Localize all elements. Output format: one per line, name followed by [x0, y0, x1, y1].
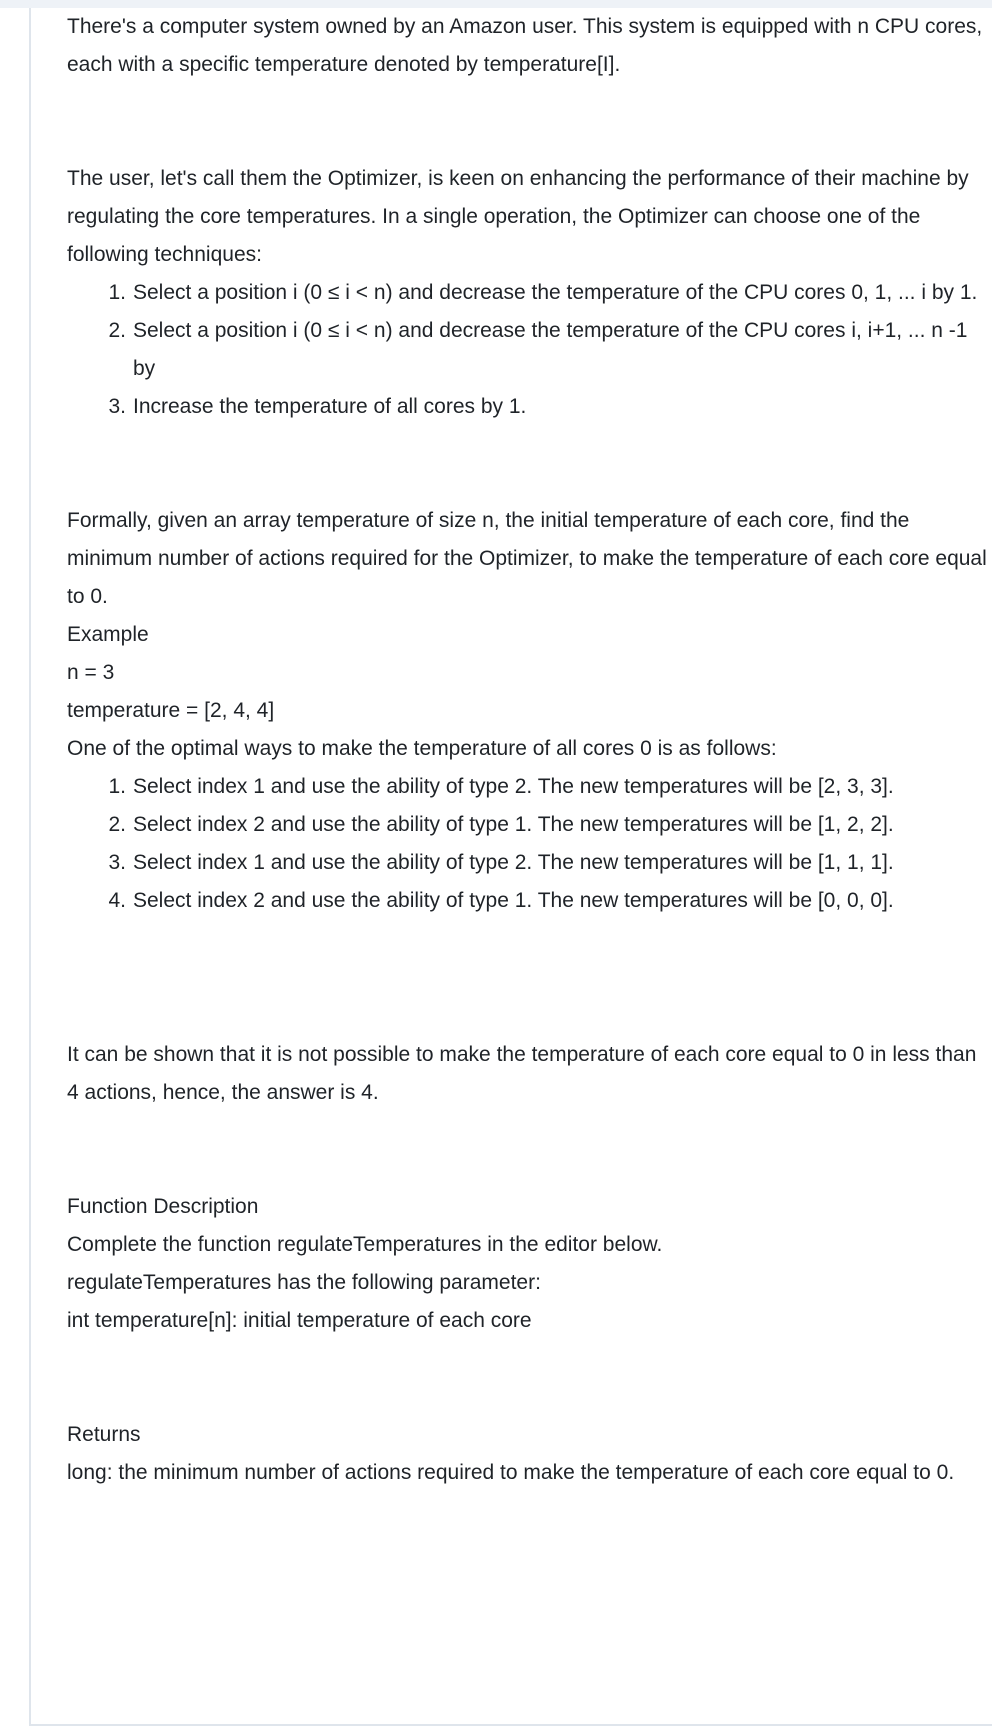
function-description-line: regulateTemperatures has the following parameter:: [67, 1271, 541, 1294]
list-item: Select index 1 and use the ability of type 2. The new temperatures will be [1, 1, 1].: [133, 851, 894, 874]
function-description-heading: Function Description: [67, 1195, 259, 1218]
example-heading: Example: [67, 623, 149, 646]
spacer: [67, 920, 987, 1036]
returns-heading: Returns: [67, 1423, 141, 1446]
conclusion-paragraph: It can be shown that it is not possible to make the temperature of each core equal to 0 in less than 4 actions, hence, the answer is 4.: [67, 1043, 977, 1104]
returns-text: long: the minimum number of actions required to make the temperature of each core equal to 0.: [67, 1461, 955, 1484]
spacer: [67, 1112, 987, 1188]
spacer: [67, 426, 987, 502]
intro-paragraph: There's a computer system owned by an Amazon user. This system is equipped with n CPU cores, each with a specific temperature denoted by temperature[I].: [67, 15, 983, 76]
spacer: [67, 84, 987, 160]
example-temperature: temperature = [2, 4, 4]: [67, 699, 275, 722]
steps-list: [67, 768, 987, 920]
formal-paragraph: Formally, given an array temperature of size n, the initial temperature of each core, find the minimum number of actions required for the Optimizer, to make the temperature of each core equal to 0.: [67, 509, 987, 608]
spacer: [67, 1340, 987, 1416]
function-description-line: Complete the function regulateTemperatures in the editor below.: [67, 1233, 663, 1256]
list-item: Increase the temperature of all cores by 1.: [133, 395, 527, 418]
list-item: Select a position i (0 ≤ i < n) and decrease the temperature of the CPU cores i, i+1, ... n -1 by: [133, 319, 968, 380]
list-item: Select index 1 and use the ability of type 2. The new temperatures will be [2, 3, 3].: [133, 775, 894, 798]
optimal-intro: One of the optimal ways to make the temperature of all cores 0 is as follows:: [67, 737, 777, 760]
example-n: n = 3: [67, 661, 115, 684]
techniques-list: [67, 274, 987, 426]
list-item: Select index 2 and use the ability of type 1. The new temperatures will be [1, 2, 2].: [133, 813, 894, 836]
optimizer-paragraph: The user, let's call them the Optimizer, is keen on enhancing the performance of their machine by regulating the core temperatures. In a single operation, the Optimizer can choose one of the following techniques:: [67, 167, 969, 266]
list-item: Select a position i (0 ≤ i < n) and decrease the temperature of the CPU cores 0, 1, ... i by 1.: [133, 281, 978, 304]
list-item: Select index 2 and use the ability of type 1. The new temperatures will be [0, 0, 0].: [133, 889, 894, 912]
problem-statement-panel: [29, 8, 992, 1726]
top-bar: [0, 0, 992, 8]
function-parameter: int temperature[n]: initial temperature of each core: [67, 1309, 532, 1332]
problem-statement: [67, 8, 987, 1492]
